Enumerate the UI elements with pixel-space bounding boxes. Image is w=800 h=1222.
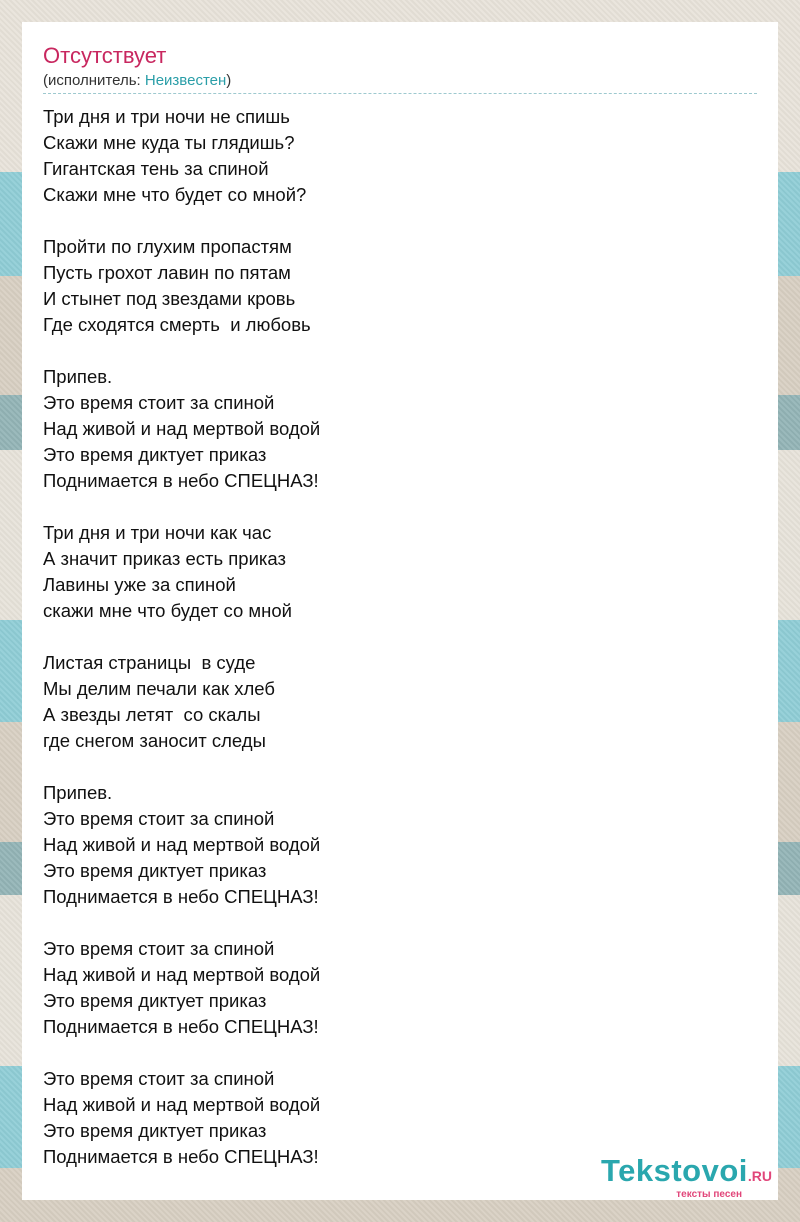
lyric-line: Пусть грохот лавин по пятам bbox=[43, 262, 291, 283]
lyric-line: Над живой и над мертвой водой bbox=[43, 964, 321, 985]
lyric-line: Скажи мне что будет со мной? bbox=[43, 184, 307, 205]
lyric-line: Над живой и над мертвой водой bbox=[43, 418, 321, 439]
logo-tld: .RU bbox=[747, 1168, 772, 1184]
lyric-line: Это время стоит за спиной bbox=[43, 808, 275, 829]
lyrics-stanza bbox=[43, 104, 757, 208]
lyrics-body bbox=[43, 104, 757, 1170]
lyric-line: А значит приказ есть приказ bbox=[43, 548, 286, 569]
lyric-line: Лавины уже за спиной bbox=[43, 574, 236, 595]
lyric-line: Поднимается в небо СПЕЦНАЗ! bbox=[43, 1146, 319, 1167]
lyrics-card bbox=[22, 22, 778, 1200]
lyric-line: где снегом заносит следы bbox=[43, 730, 266, 751]
artist-prefix: (исполнитель: bbox=[43, 72, 145, 89]
lyric-line: Скажи мне куда ты глядишь? bbox=[43, 132, 295, 153]
lyric-line: Пройти по глухим пропастям bbox=[43, 236, 292, 257]
lyric-line: Это время стоит за спиной bbox=[43, 392, 275, 413]
lyric-line: Это время диктует приказ bbox=[43, 1120, 267, 1141]
lyric-line: Мы делим печали как хлеб bbox=[43, 678, 275, 699]
tekstovoi-logo bbox=[601, 1155, 772, 1193]
logo-brand: Tekstovoi bbox=[600, 1153, 748, 1188]
artist-link[interactable]: Неизвестен bbox=[144, 72, 227, 89]
lyric-line: скажи мне что будет со мной bbox=[43, 600, 292, 621]
lyrics-stanza bbox=[43, 520, 757, 624]
lyric-line: Гигантская тень за спиной bbox=[43, 158, 269, 179]
lyric-line: Где сходятся смерть и любовь bbox=[43, 314, 311, 335]
artist-line bbox=[43, 71, 757, 91]
lyric-line: Поднимается в небо СПЕЦНАЗ! bbox=[43, 1016, 319, 1037]
song-title: Отсутствует bbox=[43, 43, 167, 68]
lyric-line: Над живой и над мертвой водой bbox=[43, 1094, 321, 1115]
lyric-line: Поднимается в небо СПЕЦНАЗ! bbox=[43, 470, 319, 491]
lyrics-stanza bbox=[43, 780, 757, 910]
title-divider bbox=[43, 93, 757, 94]
site-watermark bbox=[601, 1155, 772, 1200]
artist-suffix: ) bbox=[226, 72, 232, 89]
lyric-line: Над живой и над мертвой водой bbox=[43, 834, 321, 855]
lyrics-stanza bbox=[43, 650, 757, 754]
lyric-line: Это время стоит за спиной bbox=[43, 938, 275, 959]
lyric-line: Припев. bbox=[43, 782, 113, 803]
lyric-line: Три дня и три ночи не спишь bbox=[43, 106, 290, 127]
lyric-line: И стынет под звездами кровь bbox=[43, 288, 296, 309]
lyric-line: Это время стоит за спиной bbox=[43, 1068, 275, 1089]
lyrics-stanza bbox=[43, 364, 757, 494]
lyrics-stanza bbox=[43, 234, 757, 338]
lyric-line: А звезды летят со скалы bbox=[43, 704, 261, 725]
lyric-line: Это время диктует приказ bbox=[43, 444, 267, 465]
lyric-line: Три дня и три ночи как час bbox=[43, 522, 272, 543]
lyric-line: Это время диктует приказ bbox=[43, 860, 267, 881]
lyrics-stanza bbox=[43, 936, 757, 1040]
lyric-line: Листая страницы в суде bbox=[43, 652, 256, 673]
lyric-line: Поднимается в небо СПЕЦНАЗ! bbox=[43, 886, 319, 907]
lyric-line: Припев. bbox=[43, 366, 113, 387]
lyric-line: Это время диктует приказ bbox=[43, 990, 267, 1011]
logo-tagline: тексты песен bbox=[676, 1189, 742, 1200]
